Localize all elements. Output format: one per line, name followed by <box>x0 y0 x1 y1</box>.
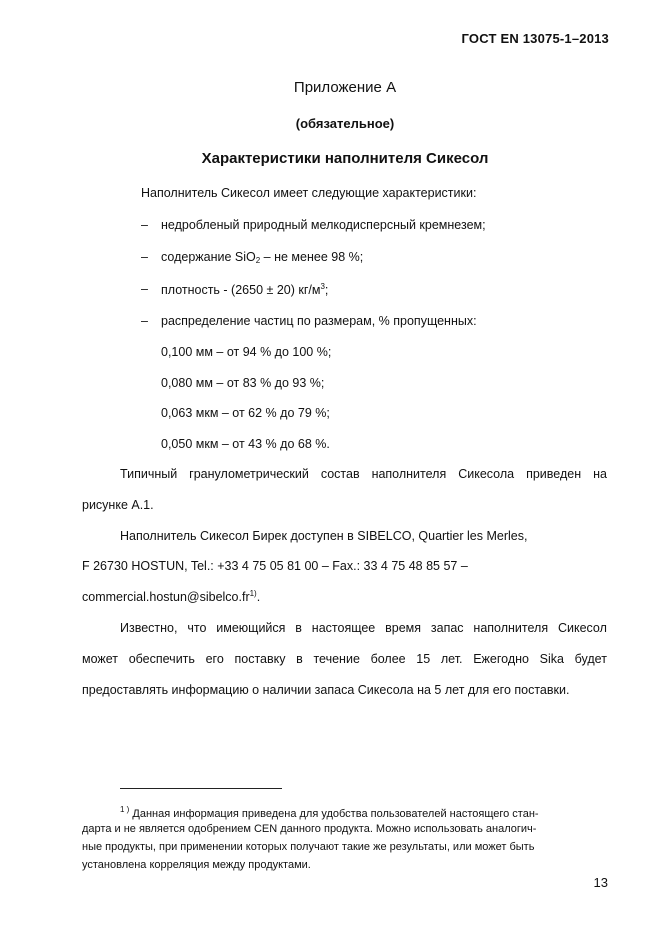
bullet-dash: – <box>141 250 148 264</box>
para2-line3: $commercial.hostun@sibelco.fr^{1)}$. <box>82 589 261 604</box>
para1-line1: Типичный гранулометрический состав наполнителя Сикесола приведен на <box>120 467 607 481</box>
footnote-divider <box>120 788 282 789</box>
footnote-line1: $^{1 )}$ Данная информация приведена для удобства пользователей настоящего стан- <box>120 805 539 820</box>
footnote-marker: 1 ) <box>120 805 130 814</box>
page-number: 13 <box>593 875 608 890</box>
bullet-dash: – <box>141 218 148 232</box>
bullet-item: недробленый природный мелкодисперсный кремнезем; <box>161 218 486 232</box>
bullet-dash: – <box>141 314 148 328</box>
para3-line3: предоставлять информацию о наличии запаса Сикесола на 5 лет для его поставки. <box>82 683 570 697</box>
para2-line1: Наполнитель Сикесол Бирек доступен в SIBELCO, Quartier les Merles, <box>120 529 528 543</box>
bullet-item: плотность - (2650 ± 20) $кг/м^3$; <box>161 282 329 297</box>
footnote-line2: дарта и не является одобрением CEN данного продукта. Можно использовать аналогич- <box>82 823 537 835</box>
bullet-item: распределение частиц по размерам, % пропущенных: <box>161 314 477 328</box>
para3-line2: может обеспечить его поставку в течение более 15 лет. Ежегодно Sika будет <box>82 652 607 666</box>
annex-title: Приложение А <box>293 79 397 96</box>
size-line: 0,063 мкм – от 62 % до 79 %; <box>161 406 330 420</box>
annex-status: (обязательное) <box>295 116 395 131</box>
footnote-line4: установлена корреляция между продуктами. <box>82 859 311 871</box>
para1-line2: рисунке А.1. <box>82 498 154 512</box>
size-line: 0,100 мм – от 94 % до 100 %; <box>161 345 332 359</box>
para2-line2: F 26730 HOSTUN, Tel.: +33 4 75 05 81 00 – Fax.: 33 4 75 48 85 57 – <box>82 559 468 573</box>
intro-text: Наполнитель Сикесол имеет следующие характеристики: <box>141 186 477 200</box>
size-line: 0,080 мм – от 83 % до 93 %; <box>161 376 325 390</box>
annex-heading: Характеристики наполнителя Сикесол <box>201 150 489 167</box>
document-code: ГОСТ EN 13075-1–2013 <box>461 31 609 46</box>
footnote-ref: 1) <box>249 589 257 598</box>
bullet-item: содержание SiO$_2$ – не менее 98 %; <box>161 250 364 265</box>
bullet-dash: – <box>141 282 148 296</box>
contact-email: commercial.hostun@sibelco.fr <box>82 590 250 604</box>
footnote-line3: ные продукты, при применении которых получают такие же результаты, или может быть <box>82 841 535 853</box>
size-line: 0,050 мкм – от 43 % до 68 %. <box>161 437 330 451</box>
para3-line1: Известно, что имеющийся в настоящее время запас наполнителя Сикесол <box>120 621 607 635</box>
